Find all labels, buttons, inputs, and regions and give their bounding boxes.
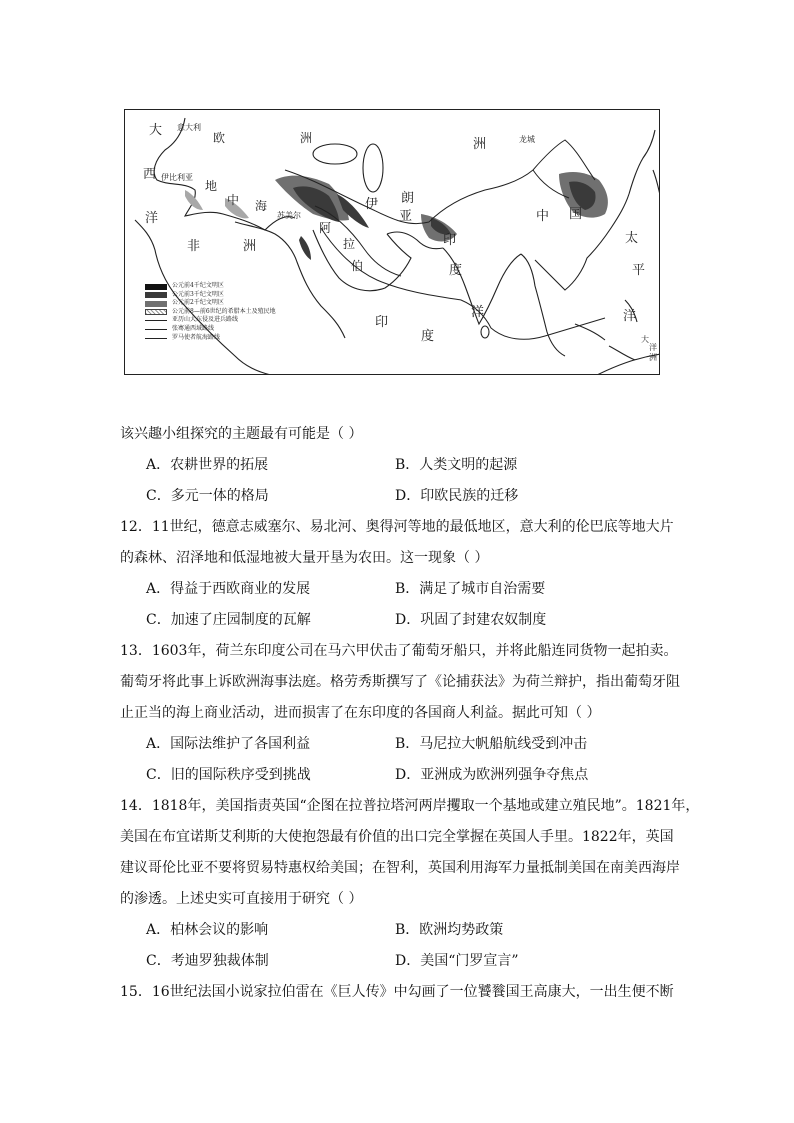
roman-sea-route [321,228,605,339]
map-label-arabia: 阿 [319,221,332,235]
caspian-sea [363,144,383,192]
map-label-pacific: 洋 [623,309,637,324]
legend-line [145,320,167,321]
map-label-oceania: 洋 [649,343,657,352]
q14-stem-line3: 建议哥伦比亚不要将贸易特惠权给美国；在智利，英国利用海军力量抵制美国在南美西海岸 [120,860,680,876]
q13-option-c[interactable]: C．旧的国际秩序受到挑战 [146,767,311,783]
map-label-atlantic: 大 [149,123,163,138]
map-label-iberia: 伊比利亚 [161,173,193,182]
map-label-mediterranean: 中 [227,193,240,207]
map-label-europe: 欧 [213,131,226,145]
q13-option-b[interactable]: B．马尼拉大帆船航线受到冲击 [395,736,588,752]
legend-swatch [145,309,167,315]
legend-swatch [145,301,167,307]
map-label-india: 度 [449,263,463,278]
q14-stem-line1: 14．1818年，美国指责英国“企图在拉普拉塔河两岸攫取一个基地或建立殖民地”。1821年， [120,798,700,814]
q12-stem-line2: 的森林、沼泽地和低湿地被大量开垦为农田。这一现象（ ） [120,550,489,566]
map-label-arabia: 伯 [351,259,364,273]
historical-map: 大 西 洋 意大利 欧 洲 伊比利亚 地 中 海 非 洲 苏美尔 阿 拉 伯 伊 朗 亚 洲 印 度 印 度 洋 中 国 太 平 洋 大 洋 洲 龙城 公元前4千纪文明区 公元前3千纪文明区 公元前2千纪文明区 公元前8—前6世纪的希腊本土及殖民地 亚历山大东侵及进兵路线 张骞通西域路线 罗马使者航海路线 [124,109,660,375]
map-label-mediterranean: 海 [255,199,268,213]
q14-option-c[interactable]: C．考迪罗独裁体制 [146,953,269,969]
q12-option-d[interactable]: D．巩固了封建农奴制度 [395,612,547,628]
q15-stem-line1: 15．16世纪法国小说家拉伯雷在《巨人传》中勾画了一位饕餮国王高康大，一出生便不断 [120,984,674,1000]
q12-option-b[interactable]: B．满足了城市自治需要 [395,581,546,597]
map-label-atlantic: 洋 [145,211,159,226]
q13-stem-line1: 13．1603年，荷兰东印度公司在马六甲伏击了葡萄牙船只，并将此船连同货物一起拍卖。 [120,643,678,659]
map-label-indian-ocean: 洋 [471,305,485,320]
legend-swatch [145,292,167,298]
map-label-asia: 亚 [399,209,413,224]
coast-china [629,130,655,194]
q14-option-d[interactable]: D．美国“门罗宣言” [395,953,519,969]
q13-stem-line3: 止正当的海上商业活动，进而损害了在东印度的各国商人利益。据此可知（ ） [120,705,601,721]
map-label-indian-ocean: 度 [421,329,435,344]
map-label-atlantic: 西 [143,167,157,182]
q12-option-a[interactable]: A．得益于西欧商业的发展 [146,581,311,597]
map-label-africa: 非 [187,239,201,254]
q11-option-a[interactable]: A．农耕世界的拓展 [146,457,269,473]
q11-option-b[interactable]: B．人类文明的起源 [395,457,518,473]
map-label-mediterranean: 地 [205,179,218,193]
q14-option-b[interactable]: B．欧洲均势政策 [395,922,504,938]
legend-line [145,329,167,330]
map-label-arabia: 拉 [343,237,356,251]
q11-option-c[interactable]: C．多元一体的格局 [146,488,269,504]
map-label-pacific: 平 [632,263,646,278]
q13-option-d[interactable]: D．亚洲成为欧洲列强争夺焦点 [395,767,589,783]
q12-stem-line1: 12．11世纪，德意志威塞尔、易北河、奥得河等地的最低地区，意大利的伦巴底等地大片 [120,519,674,535]
q13-stem-line2: 葡萄牙将此事上诉欧洲海事法庭。格劳秀斯撰写了《论捕获法》为荷兰辩护，指出葡萄牙阻 [120,674,680,690]
map-label-indian-ocean: 印 [375,315,389,330]
q14-stem-line2: 美国在布宜诺斯艾利斯的大使抱怨最有价值的出口完全掌握在英国人手里。1822年，英国 [120,829,674,845]
legend-swatch [145,284,167,290]
q11-stem: 该兴趣小组探究的主题最有可能是（ ） [120,426,363,442]
q11-option-d[interactable]: D．印欧民族的迁移 [395,488,519,504]
map-label-oceania: 大 [641,335,649,344]
map-label-asia: 洲 [473,137,487,152]
map-label-iran: 朗 [401,191,415,206]
map-label-europe: 洲 [300,131,313,145]
map-label-longcheng: 龙城 [519,135,535,144]
map-label-sumer: 苏美尔 [277,211,301,220]
map-label-china: 中 [536,209,550,224]
map-label-pacific: 太 [625,231,639,246]
map-label-iran: 伊 [365,197,379,212]
coast-burma [521,254,565,356]
map-label-china: 国 [569,207,583,222]
map-label-oceania: 洲 [649,353,657,362]
q13-option-a[interactable]: A．国际法维护了各国利益 [146,736,311,752]
q12-option-c[interactable]: C．加速了庄园制度的瓦解 [146,612,311,628]
q14-option-a[interactable]: A．柏林会议的影响 [146,922,269,938]
map-label-africa: 洲 [243,239,257,254]
legend-line [145,338,167,339]
q14-stem-line4: 的渗透。上述史实可直接用于研究（ ） [120,891,363,907]
map-label-italy: 意大利 [177,123,201,132]
map-label-india: 印 [443,233,457,248]
black-sea [313,144,357,164]
